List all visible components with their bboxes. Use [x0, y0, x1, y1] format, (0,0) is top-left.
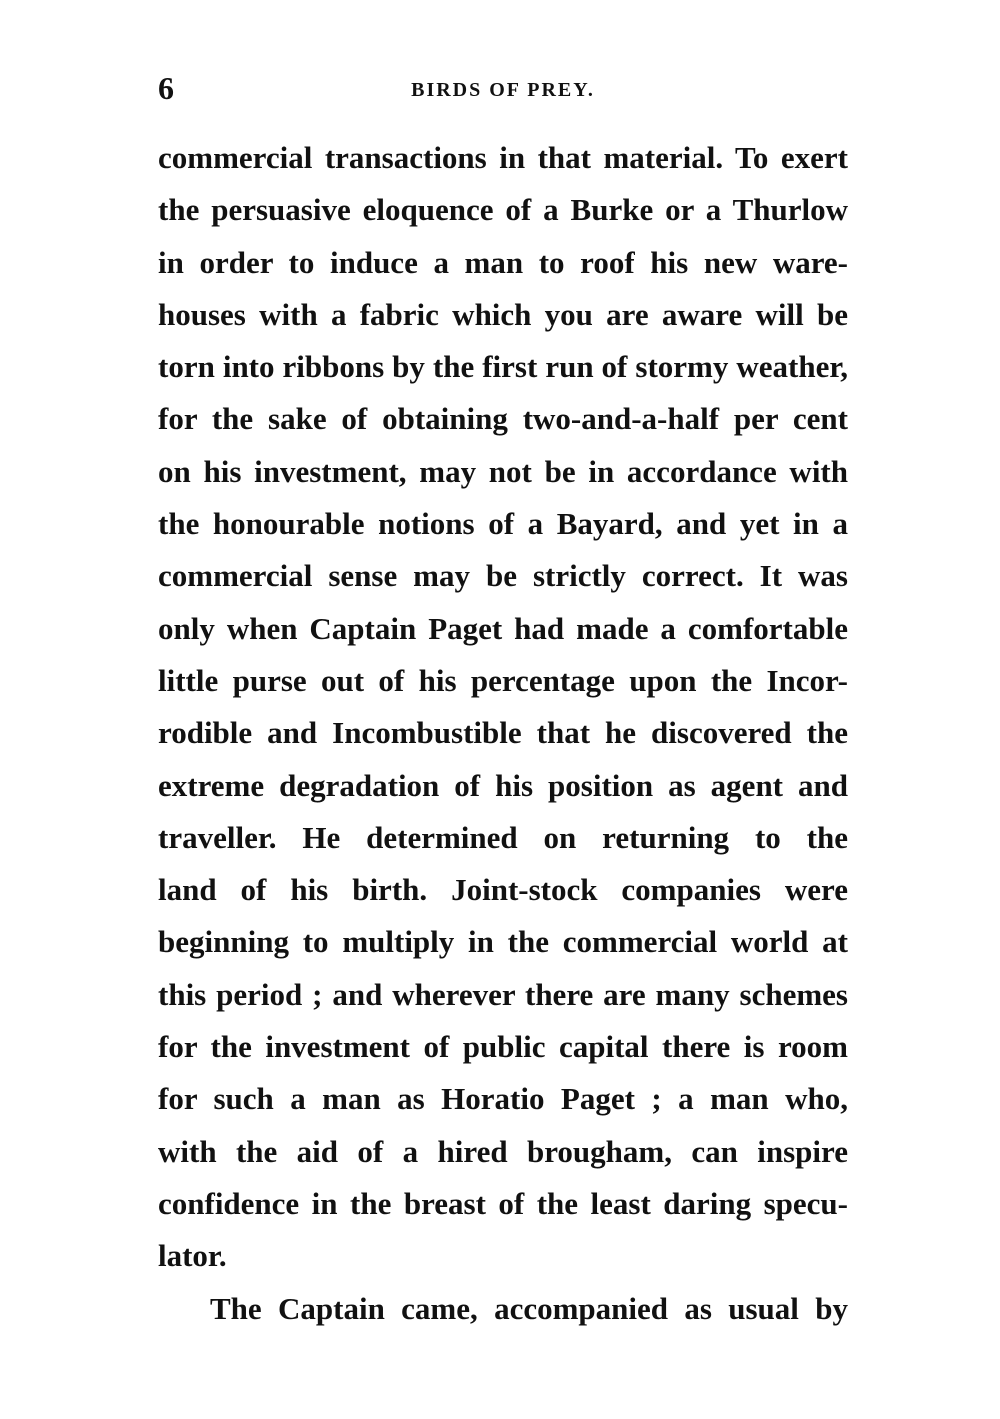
running-head: BIRDS OF PREY.	[411, 79, 595, 101]
text-line: only when Captain Paget had made a comfortable	[158, 610, 848, 646]
text-line: lator.	[158, 1238, 227, 1274]
text-line: rodible and Incombustible that he discovered the	[158, 715, 848, 751]
text-line: commercial transactions in that material. To exert	[158, 140, 848, 175]
text-line: the persuasive eloquence of a Burke or a Thurlow	[158, 192, 848, 228]
text-line: with the aid of a hired brougham, can inspire	[158, 1133, 848, 1169]
text-line: land of his birth. Joint-stock companies were	[158, 872, 848, 908]
text-line: on his investment, may not be in accordance with	[158, 453, 848, 489]
text-line: for the sake of obtaining two-and-a-half per cent	[158, 401, 848, 437]
text-line: for such a man as Horatio Paget ; a man who,	[158, 1081, 848, 1117]
text-line: this period ; and wherever there are many schemes	[158, 976, 848, 1012]
page-number: 6	[158, 70, 174, 106]
text-line: in order to induce a man to roof his new ware-	[158, 244, 848, 280]
text-line: for the investment of public capital there is room	[158, 1029, 848, 1065]
text-line: extreme degradation of his position as agent and	[158, 767, 848, 803]
text-line: houses with a fabric which you are aware will be	[158, 296, 848, 332]
text-line: the honourable notions of a Bayard, and yet in a	[158, 506, 848, 542]
body-text	[158, 132, 848, 1335]
page-header	[158, 70, 848, 110]
text-line: traveller. He determined on returning to the	[158, 819, 848, 855]
text-line-paragraph-start: The Captain came, accompanied as usual by	[210, 1290, 848, 1326]
text-line: torn into ribbons by the first run of stormy weather,	[158, 349, 848, 385]
text-line: beginning to multiply in the commercial world at	[158, 924, 848, 960]
text-line: little purse out of his percentage upon the Incor-	[158, 662, 848, 698]
text-line: commercial sense may be strictly correct. It was	[158, 558, 848, 594]
text-line: confidence in the breast of the least daring specu-	[158, 1185, 848, 1221]
